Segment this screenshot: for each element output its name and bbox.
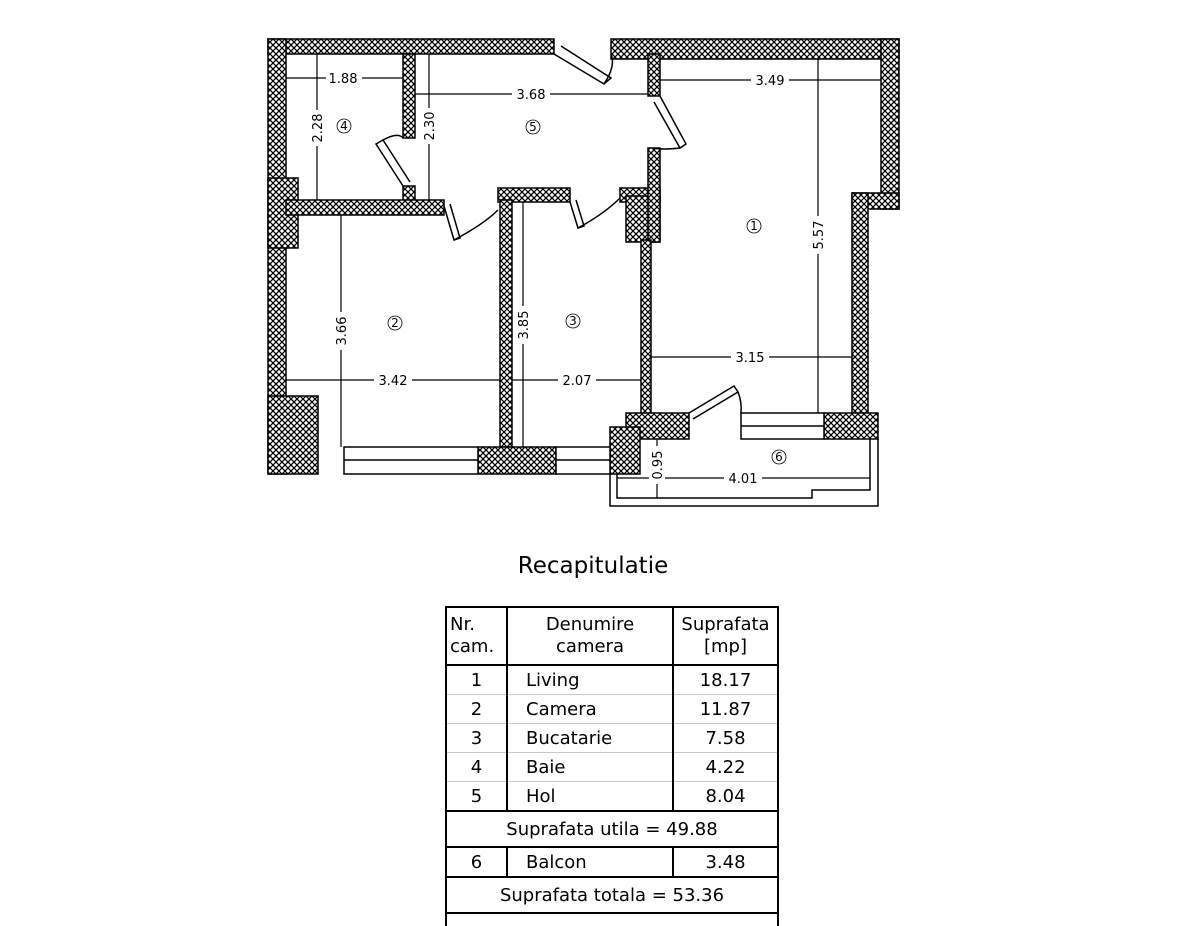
header-nr: Nr. cam. xyxy=(446,607,507,665)
door-bath xyxy=(376,140,410,186)
wall-bottom-mid-pier xyxy=(478,447,556,474)
row-area: 4.22 xyxy=(673,753,778,782)
recap-table xyxy=(445,606,779,926)
wall-living-bottom-pier xyxy=(824,413,878,439)
table-row xyxy=(446,753,778,782)
dim-hall-width: 3.68 xyxy=(516,88,546,103)
row-name: Balcon xyxy=(507,847,673,877)
row-name: Bucatarie xyxy=(507,724,673,753)
room-number-1: 1 xyxy=(750,219,758,233)
grand-total: Suprafata totala = 53.36 xyxy=(446,877,778,913)
header-area: Suprafata [mp] xyxy=(673,607,778,665)
table-tail-cell xyxy=(446,913,778,926)
table-row xyxy=(446,724,778,753)
row-area: 11.87 xyxy=(673,695,778,724)
room-numbers xyxy=(337,119,786,464)
row-nr: 1 xyxy=(446,665,507,695)
table-row xyxy=(446,847,778,877)
room-number-5: 5 xyxy=(529,120,537,134)
dim-kitchen-width: 2.07 xyxy=(562,374,592,389)
recap-title: Recapitulatie xyxy=(517,553,669,579)
row-area: 18.17 xyxy=(673,665,778,695)
dim-bedroom-width: 3.42 xyxy=(378,374,408,389)
table-row xyxy=(446,782,778,812)
table-tail xyxy=(446,913,778,926)
windows xyxy=(344,413,824,474)
dim-bath-depth: 2.28 xyxy=(311,113,326,143)
row-nr: 4 xyxy=(446,753,507,782)
dim-balcony-width: 4.01 xyxy=(728,472,758,487)
door-balcony xyxy=(689,386,738,419)
wall-bedroom-kitchen xyxy=(500,200,512,447)
dim-kitchen-depth: 3.85 xyxy=(517,310,532,340)
room-number-4: 4 xyxy=(340,119,348,133)
usable-total: Suprafata utila = 49.88 xyxy=(446,811,778,847)
dim-living-bottom-width: 3.15 xyxy=(735,351,765,366)
room-number-2: 2 xyxy=(391,316,399,330)
door-kitchen xyxy=(570,200,584,228)
row-name: Camera xyxy=(507,695,673,724)
doors xyxy=(376,46,741,419)
dim-living-depth: 5.57 xyxy=(812,220,827,250)
wall-bath-bedroom xyxy=(286,200,444,215)
wall-bath-hall xyxy=(403,54,415,138)
header-name: Denumire camera xyxy=(507,607,673,665)
room-number-6: 6 xyxy=(775,450,783,464)
row-nr: 3 xyxy=(446,724,507,753)
row-area: 7.58 xyxy=(673,724,778,753)
dim-hall-depth: 2.30 xyxy=(423,111,438,141)
door-entrance xyxy=(554,46,611,84)
wall-kitchen-living xyxy=(641,240,651,415)
row-nr: 2 xyxy=(446,695,507,724)
dim-balcony-depth: 0.95 xyxy=(651,450,666,480)
room-number-3: 3 xyxy=(569,314,577,328)
walls xyxy=(268,39,899,474)
row-area: 8.04 xyxy=(673,782,778,812)
wall-left-pier-2 xyxy=(268,396,318,474)
row-area: 3.48 xyxy=(673,847,778,877)
wall-right-lower xyxy=(852,193,868,423)
table-row xyxy=(446,695,778,724)
room-number-labels xyxy=(340,119,783,464)
wall-hall-living-lower xyxy=(648,148,660,242)
dim-bath-width: 1.88 xyxy=(328,72,358,87)
row-nr: 5 xyxy=(446,782,507,812)
grand-total-row xyxy=(446,877,778,913)
dim-bedroom-depth: 3.66 xyxy=(335,316,350,346)
row-name: Hol xyxy=(507,782,673,812)
door-bedroom xyxy=(444,204,460,240)
wall-hall-living xyxy=(648,54,660,96)
wall-balcony-corner-2 xyxy=(610,427,640,474)
wall-top-left xyxy=(268,39,554,54)
row-nr: 6 xyxy=(446,847,507,877)
recap-header-row xyxy=(446,607,778,665)
row-name: Living xyxy=(507,665,673,695)
dim-living-top-width: 3.49 xyxy=(755,74,785,89)
row-name: Baie xyxy=(507,753,673,782)
wall-right-upper xyxy=(881,39,899,209)
door-living xyxy=(654,96,686,148)
usable-total-row xyxy=(446,811,778,847)
table-row xyxy=(446,665,778,695)
